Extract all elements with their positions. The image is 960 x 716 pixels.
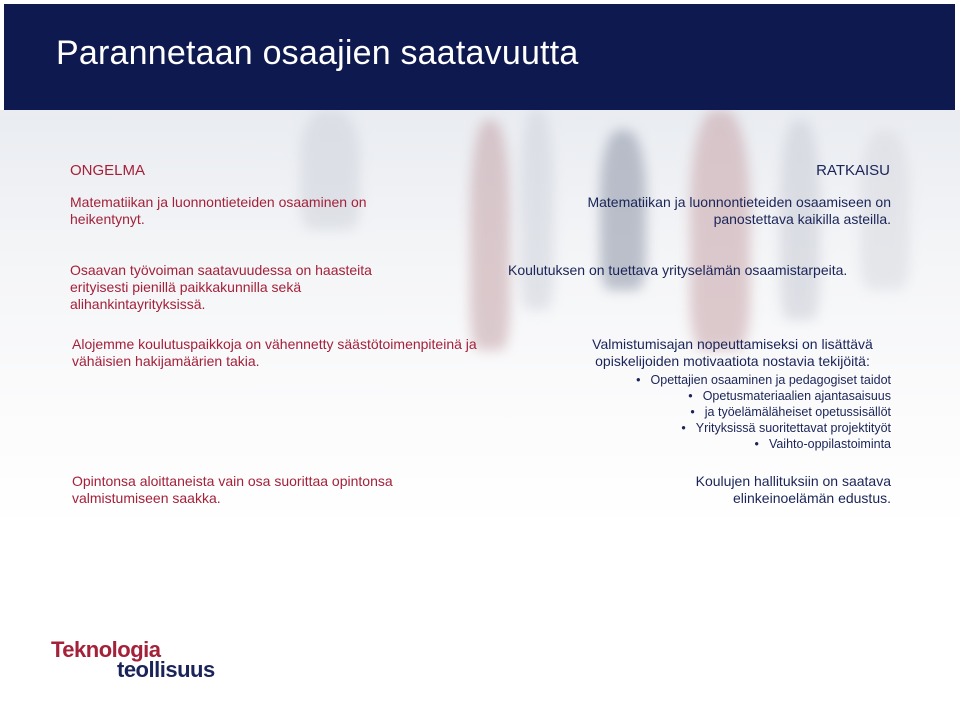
- problem-item-3: Alojemme koulutuspaikkoja on vähennetty säästötoimenpiteinä ja vähäisien hakijamäärien takia.: [72, 336, 477, 369]
- solution-item-3: [560, 336, 905, 452]
- solution-item-4: Koulujen hallituksiin on saatava elinkeinoelämän edustus.: [695, 473, 891, 506]
- factor-list: [560, 372, 891, 452]
- title-bar: [4, 4, 955, 110]
- logo-line-1: Teknologia: [51, 637, 161, 662]
- solution-item-3-intro: Valmistumisajan nopeuttamiseksi on lisättävä opiskelijoiden motivaatiota nostavia tekijöitä:: [592, 336, 873, 369]
- solution-item-1: Matematiikan ja luonnontieteiden osaamiseen on panostettava kaikilla asteilla.: [587, 194, 891, 227]
- solution-heading: RATKAISU: [816, 162, 890, 179]
- problem-heading: ONGELMA: [70, 162, 146, 179]
- factor-item: • Yrityksissä suoritettavat projektityöt: [560, 420, 891, 436]
- teknologiateollisuus-logo: [51, 637, 215, 682]
- problem-item-2: Osaavan työvoiman saatavuudessa on haasteita erityisesti pienillä paikkakunnilla sekä alihankintayrityksissä.: [70, 262, 372, 312]
- factor-item: • Opetusmateriaalien ajantasaisuus: [560, 388, 891, 404]
- problem-item-4: Opintonsa aloittaneista vain osa suorittaa opintonsa valmistumiseen saakka.: [72, 473, 393, 506]
- factor-item: • Opettajien osaaminen ja pedagogiset taidot: [560, 372, 891, 388]
- slide-title: Parannetaan osaajien saatavuutta: [56, 34, 579, 72]
- factor-item-continued: • ja työelämäläheiset opetussisällöt: [560, 404, 891, 420]
- factor-item: • Vaihto-oppilastoiminta: [560, 436, 891, 452]
- solution-item-2: Koulutuksen on tuettava yrityselämän osaamistarpeita.: [508, 262, 848, 278]
- problem-item-1: Matematiikan ja luonnontieteiden osaaminen on heikentynyt.: [70, 194, 367, 227]
- logo-line-2: teollisuus: [117, 657, 215, 682]
